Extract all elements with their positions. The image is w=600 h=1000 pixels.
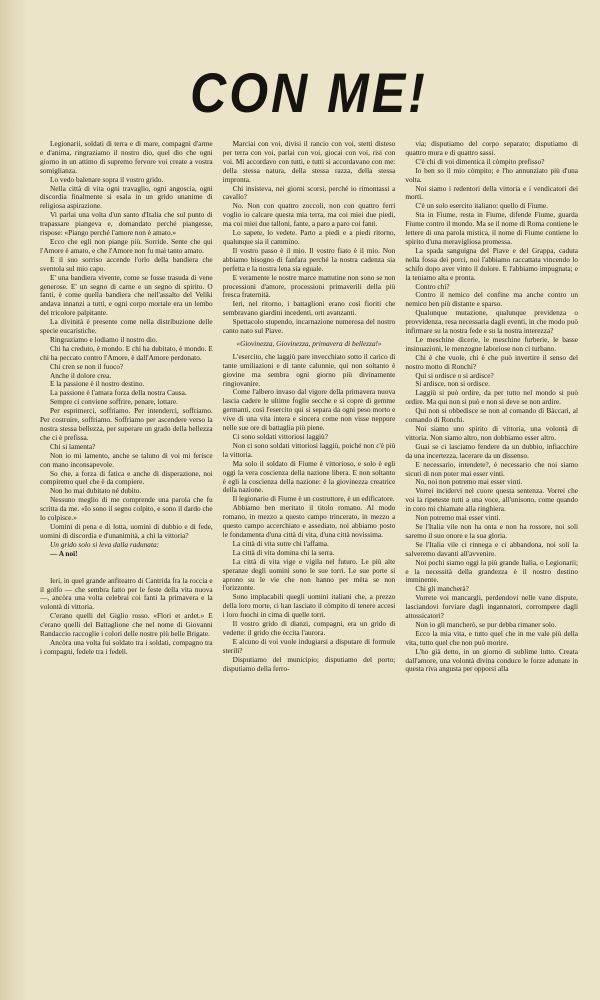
article-paragraph: La spada sanguigna del Piave e del Grappa, caduta nella fossa dei porci, noi l'abbiamo raccattata vincendo lo schifo dopo aver vinto il dolore. E l'abbiamo impugnata; e la teniamo alta e pronta. (405, 245, 579, 282)
article-paragraph: Chi cren se non il fuoco? (50, 361, 124, 371)
page-spine-shadow (0, 0, 28, 1000)
article-paragraph: Qui non si obbedisce se non al comando di Bàccari, al comando di Ronchi. (405, 406, 579, 425)
article-paragraph: So che, a forza di fatica e anche di disperazione, noi compiremo quel che è da compiere. (40, 468, 213, 487)
article-paragraph: Il legionario di Fiume è un costruttore, è un edificatore. (232, 494, 395, 504)
article-paragraph: Ancòra una volta fui soldato tra i soldati, compagno tra i compagni, fedele tra i fedeli. (40, 637, 213, 656)
article-column-1 (40, 140, 213, 960)
article-paragraph: Non ho mai dubitato né dubito. (50, 486, 142, 496)
article-paragraph: L'esercito, che laggiù pare invecchiato sotto il carico di tante umiliazioni e di tante calunnie, qui non soltanto è giovine ma sembra ogni giorno più divinamente ringiovanire. (222, 351, 396, 388)
article-paragraph: Non ci sono soldati vittoriosi laggiù, poiché non c'è più la vittoria. (222, 440, 396, 459)
article-paragraph: Chi è che vuole, chi è che può invertire il senso del nostro motto di Ronchi? (405, 352, 579, 371)
article-paragraph: Le meschine dicerie, le meschine furberie, le basse insinuazioni, le menzogne laboriose non ci turbano. (405, 334, 579, 353)
article-paragraph: Noi siamo uno spirito di vittoria, una volontà di vittoria. Non siamo altro, non dobbiamo esser altro. (405, 424, 579, 442)
article-paragraph: Non io mi lamento, anche se taluno di voi mi ferisce con mano inconsapevole. (40, 450, 213, 469)
article-paragraph: Ecco che egli non piange più. Sorride. Sente che qui l'Amore è amato, e che l'Amore non fu mai tanto amato. (40, 236, 213, 255)
article-paragraph: L'ho già detto, in un giorno di sublime lutto. Creata dall'amore, una volontà divina conduce le forze adunate in questa riva angusta per opporsi alla (405, 646, 579, 674)
article-paragraph: Si ardisce, non si ordisce. (415, 379, 490, 389)
article-paragraph: Contro il nemico del confine ma anche contro un nemico ben più distante e sparso. (405, 290, 579, 309)
article-paragraph: Noi pochi siamo oggi la più grande Italia, o Legionarii; e la necessità della grandezza è il nostro destino imminente. (405, 557, 579, 585)
article-paragraph: Ieri, nel ritorno, i battaglioni erano così fioriti che sembravano giardini incedenti, orti avanzanti. (222, 299, 396, 318)
article-paragraph: La città di vita sutre chi l'affama. (232, 538, 329, 548)
article-paragraph: Lo vedo balenare sopra il vostro grido. (50, 174, 164, 184)
page-title: CON ME! (190, 61, 428, 125)
masthead (40, 0, 578, 140)
article-paragraph: Vorrei incidervi nel cuore questa sentenza. Vorrei che voi la ripeteste tutti a una voce, all'unisono, come quando in coro mi chiamate alla ringhiera. (405, 486, 579, 514)
article-paragraph: Io ben so il mio còmpito; e l'ho annunziato più d'una volta. (405, 165, 579, 184)
article-paragraph: Disputiamo del municipio; disputiamo del porto; disputiamo della ferro- (222, 654, 396, 673)
article-paragraph: La città di vita domina chi la serra. (232, 547, 335, 557)
article-paragraph: Qualunque mutazione, qualunque previdenza o provvidenza, resa necessaria dagli eventi, in che modo può infirmare su la nostra fede e su la nostra interezza? (405, 308, 579, 336)
article-paragraph: Anche il dolore crea. (50, 370, 112, 380)
article-paragraph: Qui si ordisce o si ardisce? (415, 370, 494, 380)
article-paragraph: Se l'Italia vile ci rinnega e ci abbandona, noi soli la salveremo davanti all'avvenire. (405, 539, 579, 558)
article-paragraph: Uomini di pena e di lotta, uomini di dubbio e di fede, uomini di discordia e d'unanimità, a chi la vittoria? (40, 521, 213, 540)
article-paragraph: Guai se ci lasciamo fendere da un dubbio, infiacchire da una incertezza, lacerare da un dissenso. (405, 441, 579, 460)
article-paragraph: Ringraziamo e lodiamo il nostro dio. (50, 334, 158, 344)
article-paragraph: Ieri, in quel grande anfiteatro di Cantrida fra la roccia e il golfo — che sembra fatto per le feste della vita nuova —, ancòra una volta celebrai coi fanti la primavera e la volontà di vittoria. (40, 575, 213, 612)
article-paragraph: E la passione è il nostro destino. (50, 379, 145, 389)
article-paragraph: Come l'albero invaso dal vigore della primavera nuova lascia cadere le ultime foglie secche e si copre di gemme germanti, così l'esercito qui si separa da ogni peso morto e vive di una vita intera e sincera come non visse neppure nelle sue ore di battaglia più piene. (222, 387, 396, 433)
article-paragraph: Se l'Italia vile non ha onta e non ha rossore, noi soli saremo il suo onore e la sua gloria. (405, 521, 579, 540)
article-paragraph: Lo sapete, lo vedete. Parto a piedi e a piedi ritorno, qualunque sia il cammino. (222, 228, 396, 246)
article-paragraph: Nessuno meglio di me comprende una parola che fu scritta da me. «Io sono il segno colpito, e sono il dardo che lo colpisce.» (40, 495, 213, 523)
article-paragraph: Il vostro grido di dianzi, compagni, era un grido di vedette: il grido che èccita l'aurora. (222, 619, 396, 637)
article-paragraph: via; disputiamo del corpo separato; disputiamo di quattro mura e di quattro sassi. (405, 140, 579, 157)
article-paragraph: E veramente le nostre marce mattutine non sono se non processioni d'amore, processioni primaverili della più fresca fraternità. (222, 272, 396, 300)
article-paragraph: La divinità è presente come nella distribuzione delle specie eucaristiche. (40, 317, 213, 336)
article-columns (40, 140, 578, 960)
article-paragraph: Spettacolo stupendo, incarnazione numerosa del nostro canto nato sul Piave. (222, 317, 396, 336)
article-paragraph: «Giovinezza, Giovinezza, primavera di bellezza!» (236, 338, 382, 348)
article-paragraph: Ecco la mia vita, e tutto quel che in me vale più della vita, tutto quel che non può morire. (405, 628, 579, 647)
article-paragraph: Laggiù si può ordire, da per tutto nel mondo si può ordire. Ma qui non si può e non si deve se non ardire. (405, 388, 579, 407)
article-paragraph: Contro chi? (415, 281, 450, 291)
article-paragraph: Sta in Fiume, resta in Fiume, difende Fiume, guarda Fiume contro il mondo. Ma se il nome di Roma contiene le lettere di una parola mistica, il nome di Fiume contiene lo spirito d'una meravigliosa promessa. (405, 210, 579, 246)
article-paragraph: E necessario, intendete?, è necessario che noi siamo sicuri di non poter mai esser vinti. (405, 459, 579, 478)
article-paragraph: Abbiamo ben meritato il titolo romano. Al modo romano, in mezzo a questo campo trincerato, in mezzo a questo campo accerchiato e assediato, noi abbiamo posto le fondamenta d'una città di vita, d'una città novissima. (222, 503, 396, 539)
article-paragraph: Chi insisteva, nei giorni scorsi, perché io rimontassi a cavallo? (222, 183, 396, 202)
article-paragraph: Non potremo mai esser vinti. (415, 513, 501, 523)
article-paragraph: La passione è l'amara forza della nostra Causa. (50, 388, 187, 398)
article-paragraph: C'è un solo esercito italiano: quello di Fiume. (415, 201, 548, 211)
article-paragraph: No. Non con quattro zoccoli, non con quattro ferri voglio io calcare questa mia terra, ma coi miei due piedi, ma coi miei due talloni, fante, a paro a paro coi fanti. (222, 201, 396, 229)
article-paragraph: Un grido solo si leva dalla radunata: (50, 539, 160, 549)
article-paragraph: Ma solo il soldato di Fiume è vittorioso, e solo è egli oggi la vera coscienza della nazione libera. E non soltanto è egli la coscienza della nazione: è la giovinezza creatrice della nazione. (222, 458, 396, 495)
article-paragraph: La città di vita vige e vigila nel futuro. Le più alte speranze degli uomini sono le sue torri. Le sue porte si aprono su le vie che non hanno per mèta se non l'orizzonte. (222, 556, 396, 593)
article-paragraph: C'erano quelli del Giglio rosso. «Flori et ardet.» E c'erano quelli del Battaglione che nel nome di Giovanni Randaccio raccoglie i colori delle nostre più belle Brigate. (40, 611, 213, 639)
article-column-2 (223, 140, 396, 960)
article-paragraph: Ci sono soldati vittoriosi laggiù? (232, 432, 328, 441)
article-paragraph: Legionarii, soldati di terra e di mare, compagni d'arme e d'anima, ringraziamo il nostro dio, quel dio che ogni giorno in un attimo di supremo fervore voi create a vostra somiglianza. (40, 140, 213, 175)
article-paragraph: Vorrete voi mancargli, perdendovi nelle vane dispute, lasciandovi forviare dagli ingannatori, corrompere dagli attossicatori? (405, 593, 579, 621)
article-column-3 (405, 140, 578, 960)
article-paragraph: Sono implacabili quegli uomini italiani che, a prezzo della loro morte, ci han lasciato il còmpito di tenere accesi i loro fuochi in cima di quelle torri. (222, 592, 396, 620)
article-paragraph: C'è chi di voi dimentica il còmpito prefisso? (415, 156, 545, 166)
article-paragraph: Non io gli mancherò, se pur debba rimaner solo. (415, 619, 557, 629)
article-paragraph: — A noi! (50, 548, 78, 558)
article-paragraph: Chi gli mancherà? (415, 584, 469, 594)
article-paragraph: Sempre ci conviene soffrire, penare, lottare. (50, 397, 178, 407)
article-paragraph: Per esprimerci, soffriamo. Per intenderci, soffriamo. Per costruire, soffriamo. Soffriamo per ascendere verso la nostra stessa bellezza, per superare un grado della bellezza che ci è prefissa. (40, 406, 213, 442)
article-paragraph: E alcuno di voi vuole indugiarsi a disputare di formule sterili? (222, 636, 396, 655)
article-paragraph: No, noi non potremo mai esser vinti. (415, 477, 523, 487)
article-paragraph: Noi siamo i redentori della vittoria e i vendicatori dei morti. (405, 183, 579, 202)
article-paragraph: Marciai con voi, divisi il rancio con voi, stetti disteso per terra con voi, parlai con voi, giocai con voi, risi con voi. Mi accordavo con tutti, e tutti si accordavano con me: della stessa natura, della stessa razza, della stessa impronta. (222, 140, 396, 184)
article-paragraph: E' una bandiera vivente, come se fosse trasuda di vene generose. E' un segno di carne e un segno di spirito. O fanti, è come quella bandiera che nell'assalto del Veliki andava innanzi a tutti, e ogni corpo mortale era un lembo del tricolore palpitante. (40, 272, 213, 318)
section-gap (40, 559, 213, 577)
article-paragraph: Chi ha creduto, è mondo. E chi ha dubitato, è mondo. E chi ha peccato contro l'Amore, è dall'Amore perdonato. (40, 343, 213, 362)
article-paragraph: E il suo sorriso accende l'orlo della bandiera che sventola sul mio capo. (40, 254, 213, 273)
article-paragraph: Il vostro passo è il mio. Il vostro fiato è il mio. Non abbiamo bisogno di fanfara perché la nostra cadenza sia perfetta e la nostra lena sia eguale. (222, 245, 396, 273)
article-paragraph: Nella città di vita ogni travaglio, ogni angoscia, ogni discordia finalmente si esala in un grido unanime di religiosa aspirazione. (40, 183, 213, 211)
article-paragraph: Vi parlai una volta d'un santo d'Italia che sul punto di trapassare piangeva e, domandato perché piangesse, rispose: «Piango perché l'amore non è amato.» (40, 210, 213, 238)
article-paragraph: Chi si lamenta? (50, 441, 96, 451)
